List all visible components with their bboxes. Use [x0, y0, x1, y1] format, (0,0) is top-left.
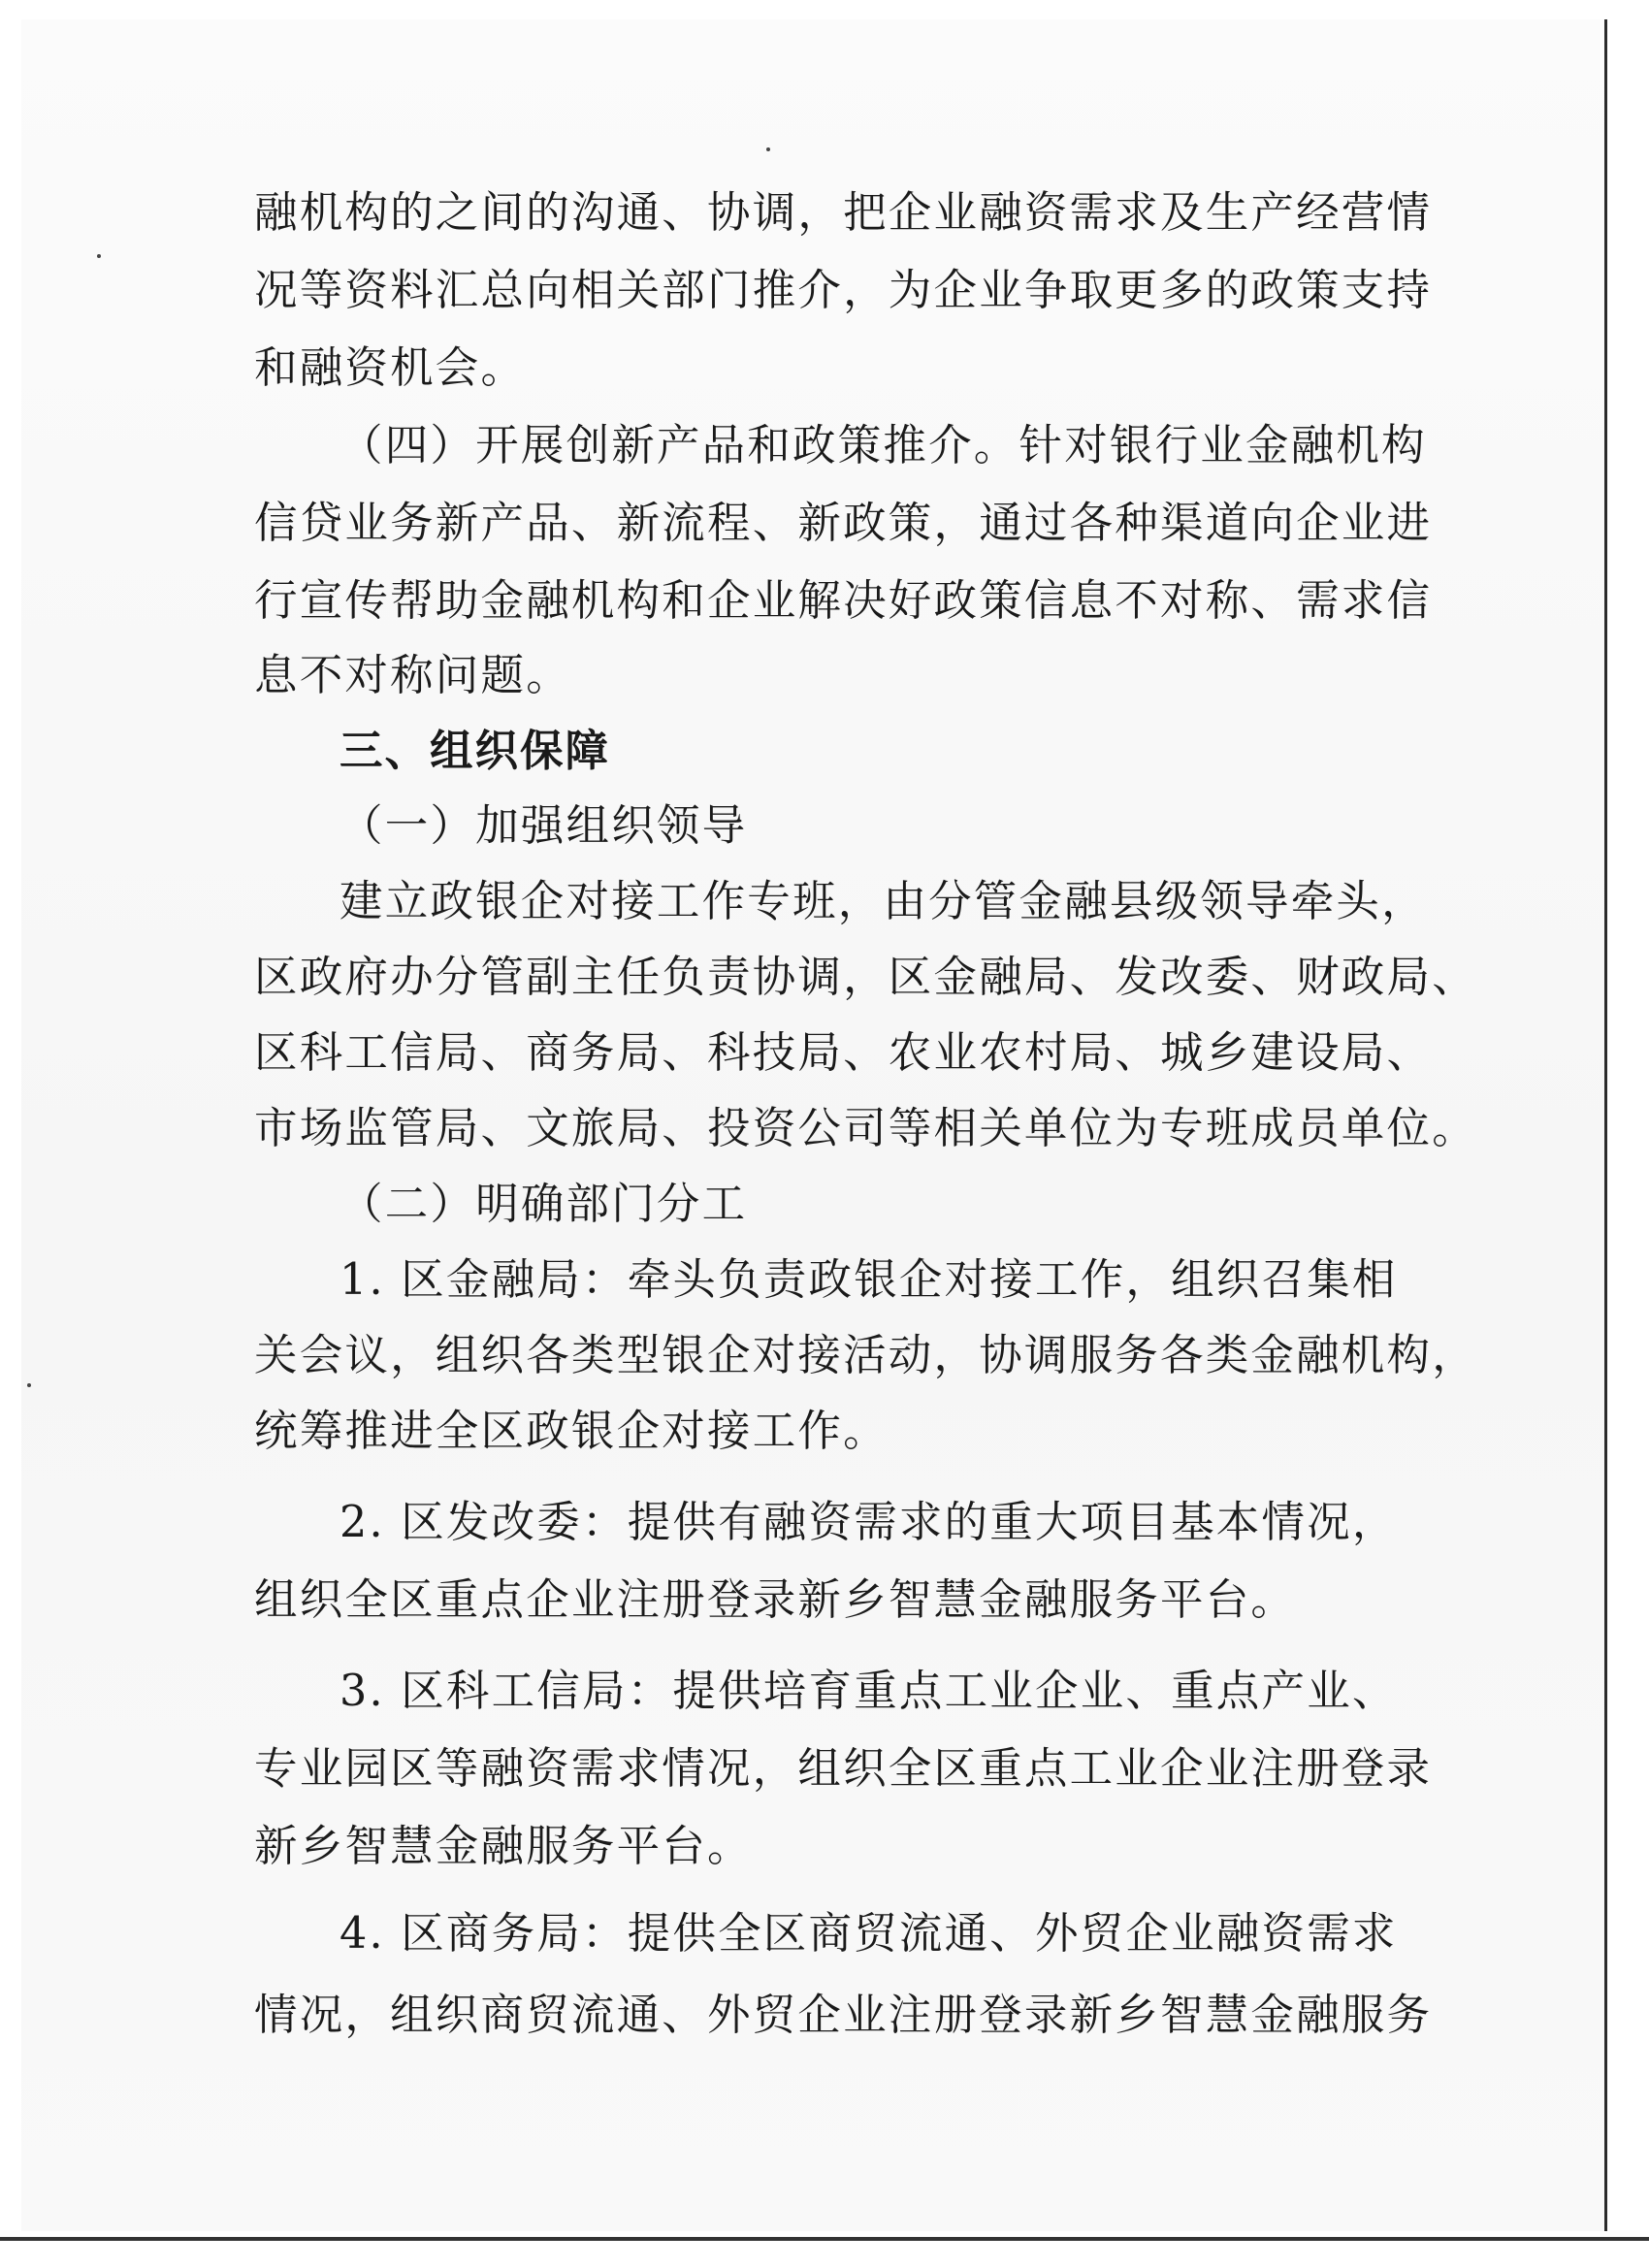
scan-edge-line: [0, 2237, 1649, 2241]
paragraph-line: 新乡智慧金融服务平台。: [254, 1822, 753, 1871]
paragraph-line: 信贷业务新产品、新流程、新政策，通过各种渠道向企业进: [254, 499, 1433, 548]
paragraph-line: 建立政银企对接工作专班，由分管金融县级领导牵头，: [340, 877, 1427, 926]
paragraph-line: 市场监管局、文旅局、投资公司等相关单位为专班成员单位。: [254, 1104, 1477, 1153]
paragraph-line: 4. 区商务局：提供全区商贸流通、外贸企业融资需求: [340, 1909, 1398, 1959]
paragraph-line: 息不对称问题。: [254, 651, 571, 700]
paragraph-line: 区政府办分管副主任负责协调，区金融局、发改委、财政局、: [254, 953, 1477, 1002]
scan-speck: [97, 254, 101, 258]
paragraph-line: 况等资料汇总向相关部门推介，为企业争取更多的政策支持: [254, 266, 1433, 315]
paragraph-line: 行宣传帮助金融机构和企业解决好政策信息不对称、需求信: [254, 576, 1433, 626]
paragraph-line: 融机构的之间的沟通、协调，把企业融资需求及生产经营情: [254, 188, 1433, 238]
paragraph-line: 1. 区金融局：牵头负责政银企对接工作，组织召集相: [340, 1255, 1398, 1305]
section-heading: 三、组织保障: [340, 727, 611, 776]
paragraph-line: 统筹推进全区政银企对接工作。: [254, 1407, 889, 1456]
subsection-heading: （二）明确部门分工: [340, 1180, 748, 1229]
paragraph-line: 关会议，组织各类型银企对接活动，协调服务各类金融机构，: [254, 1331, 1477, 1380]
paragraph-line: （四）开展创新产品和政策推介。针对银行业金融机构: [340, 421, 1427, 470]
scan-speck: [27, 1383, 31, 1387]
paragraph-line: 组织全区重点企业注册登录新乡智慧金融服务平台。: [254, 1575, 1297, 1625]
paragraph-line: 情况，组织商贸流通、外贸企业注册登录新乡智慧金融服务: [254, 1991, 1433, 2040]
paragraph-line: 2. 区发改委：提供有融资需求的重大项目基本情况，: [340, 1498, 1398, 1547]
scan-speck: [766, 147, 770, 151]
subsection-heading: （一）加强组织领导: [340, 801, 748, 851]
paragraph-line: 3. 区科工信局：提供培育重点工业企业、重点产业、: [340, 1667, 1398, 1716]
paragraph-line: 专业园区等融资需求情况，组织全区重点工业企业注册登录: [254, 1744, 1433, 1794]
paragraph-line: 和融资机会。: [254, 343, 527, 393]
paragraph-line: 区科工信局、商务局、科技局、农业农村局、城乡建设局、: [254, 1028, 1433, 1078]
